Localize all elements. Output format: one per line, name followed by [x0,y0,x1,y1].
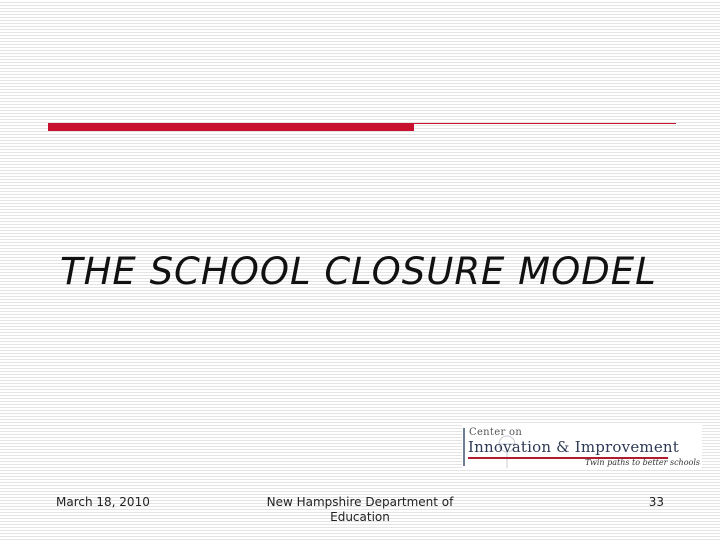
title-accent-bar [48,123,414,131]
slide-title: THE SCHOOL CLOSURE MODEL [60,250,657,293]
footer-organization [240,495,480,525]
logo-tagline: Twin paths to better schools [584,458,700,467]
logo-line-2: Innovation & Improvement [468,438,679,456]
center-logo [462,424,702,468]
page-number: 33 [648,495,664,509]
logo-vertical-bar [463,428,465,466]
footer-organization-line-2: Education [330,510,390,524]
logo-line-1: Center on [469,427,523,438]
footer-organization-line-1: New Hampshire Department of [266,495,454,509]
title-accent-line [414,123,676,124]
footer-date: March 18, 2010 [56,495,150,509]
